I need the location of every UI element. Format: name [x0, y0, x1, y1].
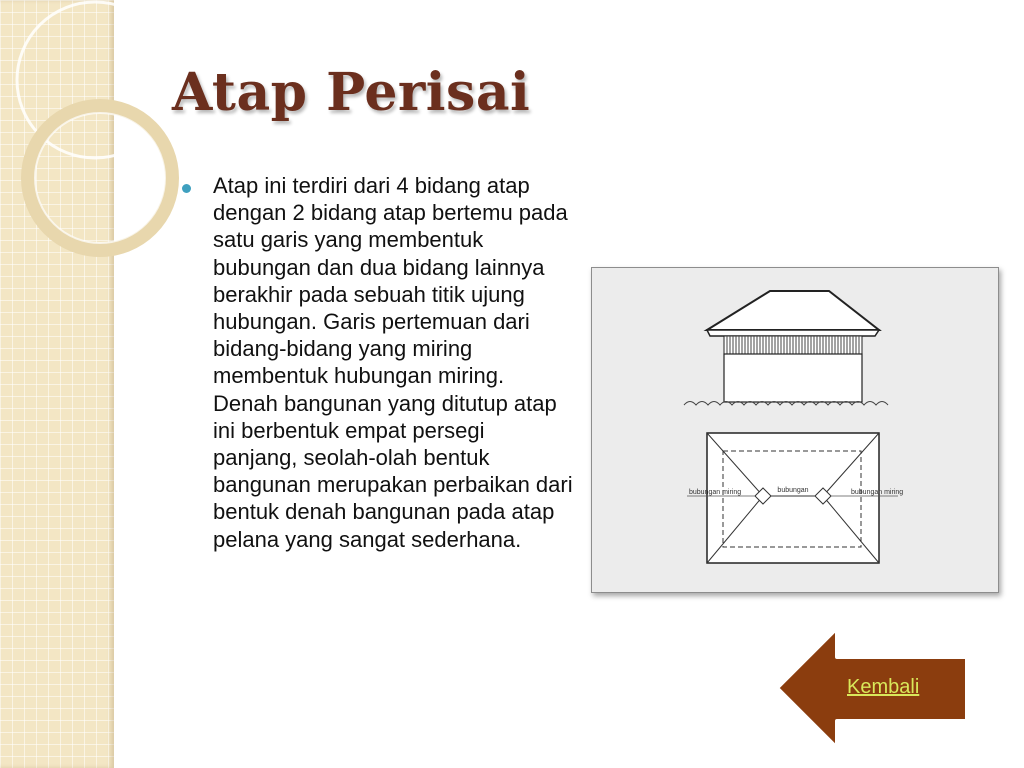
bullet-text: Atap ini terdiri dari 4 bidang atap dengan 2 bidang atap bertemu pada satu garis yang membentuk bubungan dan dua bidang lainnya berakhir pada sebuah titik ujung hubungan. Garis pertemuan dari bidang-bidang yang miring membentuk hubungan miring. Denah bangunan yang ditutup atap ini berbentuk empat persegi panjang, seolah-olah bentuk bangunan merupakan perbaikan dari bentuk denah bangunan pada atap pelana yang sangat sederhana.	[213, 173, 573, 552]
slide-title: Atap Perisai	[172, 62, 531, 123]
decorative-rings	[0, 0, 114, 768]
label-bubungan: bubungan	[777, 487, 809, 494]
bullet-dot-icon	[182, 184, 191, 193]
decorative-side-band	[0, 0, 114, 768]
back-link-label[interactable]: Kembali	[847, 676, 920, 698]
roof-diagram	[591, 267, 999, 593]
bullet-list	[182, 172, 574, 553]
roof-diagram-drawing	[592, 268, 998, 592]
label-bubungan-miring-left: bubungan miring	[689, 489, 742, 496]
label-bubungan-miring-right: bubungan miring	[851, 489, 904, 496]
back-button[interactable]	[775, 626, 971, 752]
